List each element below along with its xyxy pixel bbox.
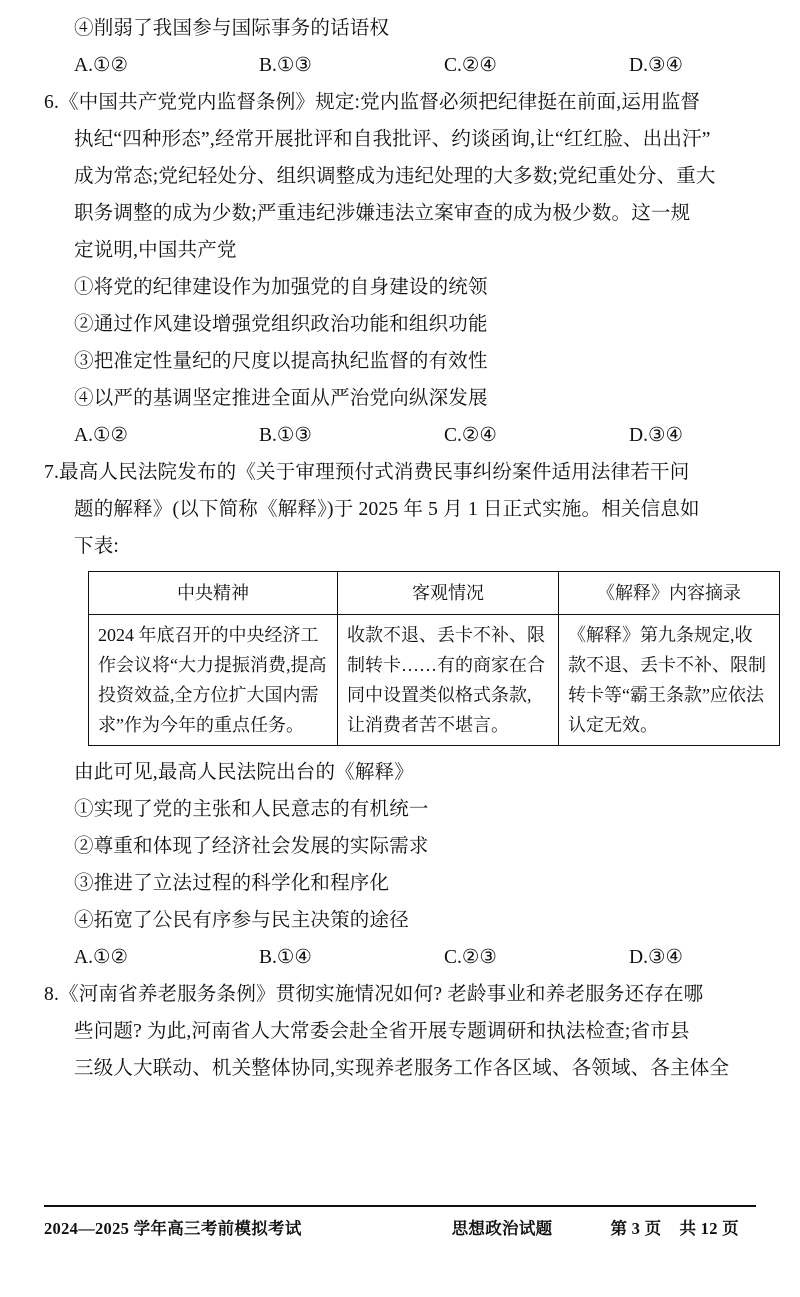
option-b[interactable]: B.①③ xyxy=(259,425,312,446)
option-c[interactable]: C.②④ xyxy=(444,425,497,446)
option-d[interactable]: D.③④ xyxy=(629,425,683,446)
question-5-option-4: ④削弱了我国参与国际事务的话语权 xyxy=(74,18,390,39)
table-cell-objective-situation: 收款不退、丢卡不补、限制转卡……有的商家在合同中设置类似格式条款,让消费者苦不堪言。 xyxy=(338,615,559,746)
footer-total-pages: 共 12 页 xyxy=(679,1219,739,1238)
table-header-objective-situation: 客观情况 xyxy=(338,572,559,615)
question-7-stem-line-1: 7.最高人民法院发布的《关于审理预付式消费民事纠纷案件适用法律若干问 xyxy=(44,462,690,483)
question-6-stem-line-2: 执纪“四种形态”,经常开展批评和自我批评、约谈函询,让“红红脸、出出汗” xyxy=(74,129,711,150)
question-7-table xyxy=(88,571,780,746)
footer-page-number: 第 3 页 xyxy=(610,1219,662,1238)
question-6-sub-option-2: ②通过作风建设增强党组织政治功能和组织功能 xyxy=(74,314,488,335)
footer-divider xyxy=(44,1205,756,1207)
question-8 xyxy=(44,976,756,1087)
question-5-answer-options xyxy=(44,47,756,84)
option-a[interactable]: A.①② xyxy=(74,947,128,968)
question-6-stem-line-4: 职务调整的成为少数;严重违纪涉嫌违法立案审查的成为极少数。这一规 xyxy=(74,203,691,224)
question-7-sub-option-1: ①实现了党的主张和人民意志的有机统一 xyxy=(74,799,429,820)
question-7 xyxy=(44,454,766,976)
question-6 xyxy=(44,84,756,454)
option-b[interactable]: B.①④ xyxy=(259,947,312,968)
question-7-sub-option-3: ③推进了立法过程的科学化和程序化 xyxy=(74,873,390,894)
question-6-sub-option-4: ④以严的基调坚定推进全面从严治党向纵深发展 xyxy=(74,388,488,409)
option-d[interactable]: D.③④ xyxy=(629,55,683,76)
question-7-answer-options xyxy=(44,939,756,976)
option-a[interactable]: A.①② xyxy=(74,425,128,446)
question-6-stem-line-5: 定说明,中国共产党 xyxy=(74,240,237,261)
option-a[interactable]: A.①② xyxy=(74,55,128,76)
question-6-stem-line-3: 成为常态;党纪轻处分、组织调整成为违纪处理的大多数;党纪重处分、重大 xyxy=(74,166,716,187)
question-8-stem-line-2: 些问题? 为此,河南省人大常委会赴全省开展专题调研和执法检查;省市县 xyxy=(74,1021,690,1042)
table-row xyxy=(89,615,780,746)
question-7-sub-option-2: ②尊重和体现了经济社会发展的实际需求 xyxy=(74,836,429,857)
question-6-sub-option-1: ①将党的纪律建设作为加强党的自身建设的统领 xyxy=(74,277,488,298)
page-footer xyxy=(44,1205,756,1239)
question-8-stem-line-1: 8.《河南省养老服务条例》贯彻实施情况如何? 老龄事业和养老服务还存在哪 xyxy=(44,984,704,1005)
table-header-central-policy: 中央精神 xyxy=(89,572,338,615)
table-header-interpretation-excerpt: 《解释》内容摘录 xyxy=(559,572,780,615)
question-7-stem-line-3: 下表: xyxy=(74,536,120,557)
option-c[interactable]: C.②④ xyxy=(444,55,497,76)
question-7-lead-line: 由此可见,最高人民法院出台的《解释》 xyxy=(74,762,414,783)
question-7-stem-line-2: 题的解释》(以下简称《解释》)于 2025 年 5 月 1 日正式实施。相关信息如 xyxy=(74,499,700,520)
question-6-stem-line-1: 6.《中国共产党党内监督条例》规定:党内监督必须把纪律挺在前面,运用监督 xyxy=(44,92,701,113)
table-cell-interpretation-excerpt: 《解释》第九条规定,收款不退、丢卡不补、限制转卡等“霸王条款”应依法认定无效。 xyxy=(559,615,780,746)
question-7-sub-option-4: ④拓宽了公民有序参与民主决策的途径 xyxy=(74,910,409,931)
option-b[interactable]: B.①③ xyxy=(259,55,312,76)
footer-row xyxy=(44,1215,756,1239)
question-8-stem-line-3: 三级人大联动、机关整体协同,实现养老服务工作各区域、各领域、各主体全 xyxy=(74,1058,730,1079)
table-header-row xyxy=(89,572,780,615)
option-c[interactable]: C.②③ xyxy=(444,947,497,968)
option-d[interactable]: D.③④ xyxy=(629,947,683,968)
footer-exam-title: 2024—2025 学年高三考前模拟考试 xyxy=(44,1219,302,1238)
question-6-answer-options xyxy=(44,417,756,454)
question-6-sub-option-3: ③把准定性量纪的尺度以提高执纪监督的有效性 xyxy=(74,351,488,372)
footer-subject: 思想政治试题 xyxy=(451,1219,553,1238)
table-cell-central-policy: 2024 年底召开的中央经济工作会议将“大力提振消费,提高投资效益,全方位扩大国内需求”作为今年的重点任务。 xyxy=(89,615,338,746)
